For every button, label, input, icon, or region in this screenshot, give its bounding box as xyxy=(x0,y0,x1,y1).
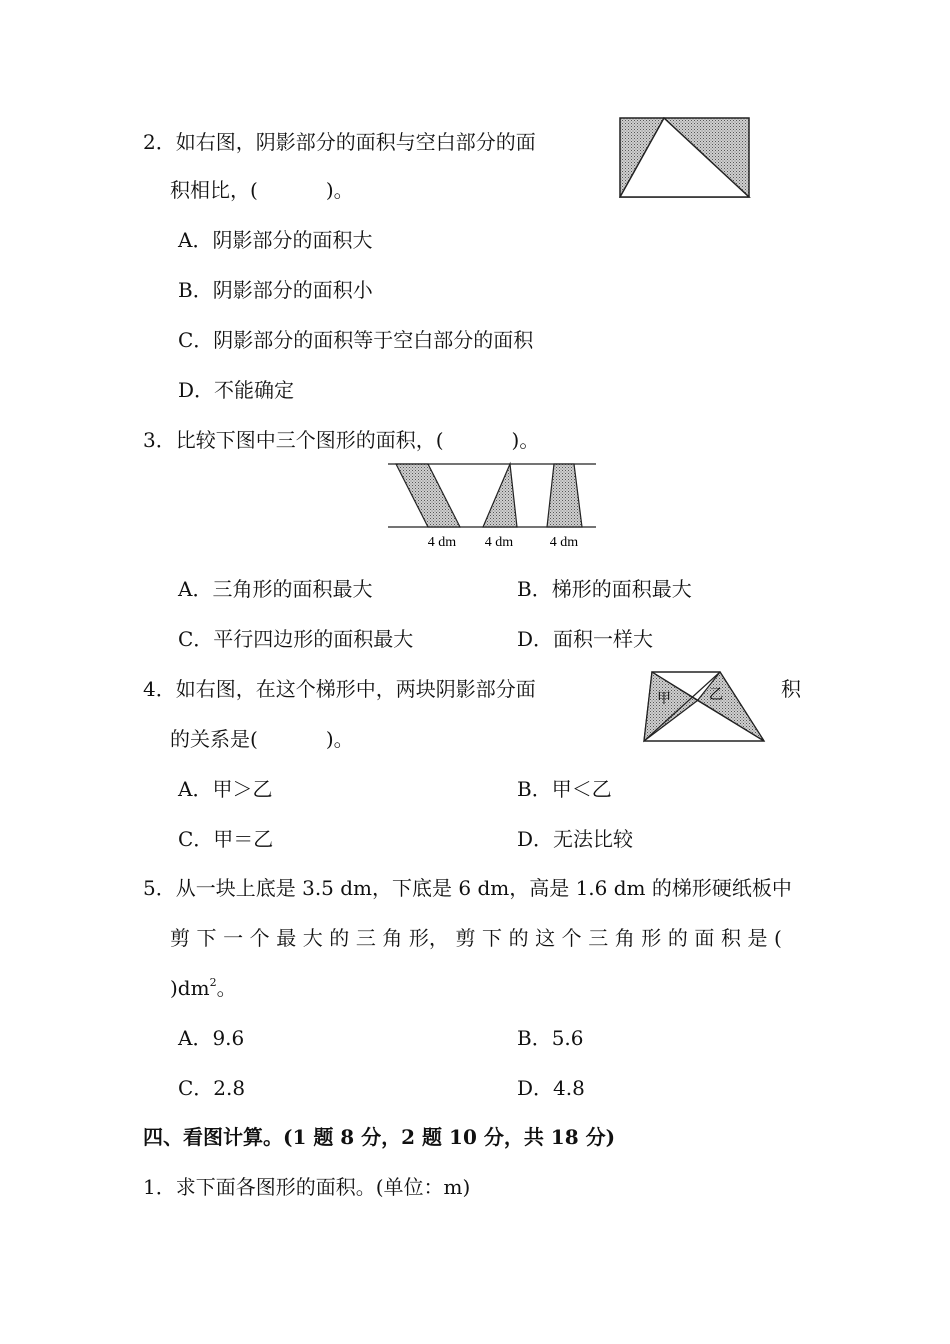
q4-line1-tail: 积 xyxy=(781,677,801,701)
q3-shapes-figure xyxy=(388,458,598,554)
q4-option-a[interactable]: A．甲＞乙 xyxy=(178,777,273,801)
triangle xyxy=(483,464,517,527)
base-label-trapezoid: 4 dm xyxy=(549,535,579,550)
q5-option-a[interactable]: A．9.6 xyxy=(178,1026,245,1050)
q2-option-b[interactable]: B．阴影部分的面积小 xyxy=(178,278,373,302)
q4-trapezoid-figure xyxy=(641,669,767,745)
q4-option-d[interactable]: D．无法比较 xyxy=(517,827,634,851)
q3-option-d[interactable]: D．面积一样大 xyxy=(517,627,654,651)
base-label-triangle: 4 dm xyxy=(484,535,514,550)
q4-option-c[interactable]: C．甲＝乙 xyxy=(178,827,274,851)
q2-option-c[interactable]: C．阴影部分的面积等于空白部分的面积 xyxy=(178,328,534,352)
q4-line1: 4．如右图，在这个梯形中，两块阴影部分面 xyxy=(143,677,536,701)
label-jia: 甲 xyxy=(657,691,671,707)
trapezoid xyxy=(547,464,582,527)
q2-option-a[interactable]: A．阴影部分的面积大 xyxy=(178,228,373,252)
q5-option-d[interactable]: D．4.8 xyxy=(517,1076,585,1100)
base-label-parallelogram: 4 dm xyxy=(427,535,457,550)
q3-option-b[interactable]: B．梯形的面积最大 xyxy=(517,577,692,601)
q3-option-c[interactable]: C．平行四边形的面积最大 xyxy=(178,627,414,651)
q2-rectangle-figure xyxy=(619,117,751,199)
q5-line1: 5．从一块上底是 3.5 dm，下底是 6 dm，高是 1.6 dm 的梯形硬纸板中 xyxy=(143,876,792,900)
q5-option-c[interactable]: C．2.8 xyxy=(178,1076,246,1100)
q4-line2: 的关系是( )。 xyxy=(170,727,354,751)
q2-option-d[interactable]: D．不能确定 xyxy=(178,378,295,402)
q5-line3: )$dm^2$。 xyxy=(170,976,237,1000)
parallelogram xyxy=(396,464,460,527)
q4-option-b[interactable]: B．甲＜乙 xyxy=(517,777,612,801)
section-four-q1: 1．求下面各图形的面积。(单位：m) xyxy=(143,1175,471,1199)
q5-line2: 剪 下 一 个 最 大 的 三 角 形， 剪 下 的 这 个 三 角 形 的 面 积 是 ( xyxy=(170,926,782,950)
label-yi: 乙 xyxy=(709,687,723,703)
section-four-heading: 四、看图计算。(1 题 8 分，2 题 10 分，共 18 分) xyxy=(143,1125,616,1149)
q2-line2: 积相比，( )。 xyxy=(170,178,354,202)
q2-line1: 2．如右图，阴影部分的面积与空白部分的面 xyxy=(143,130,536,154)
q3-stem: 3．比较下图中三个图形的面积，( )。 xyxy=(143,428,540,452)
q3-option-a[interactable]: A．三角形的面积最大 xyxy=(178,577,373,601)
q5-option-b[interactable]: B．5.6 xyxy=(517,1026,584,1050)
